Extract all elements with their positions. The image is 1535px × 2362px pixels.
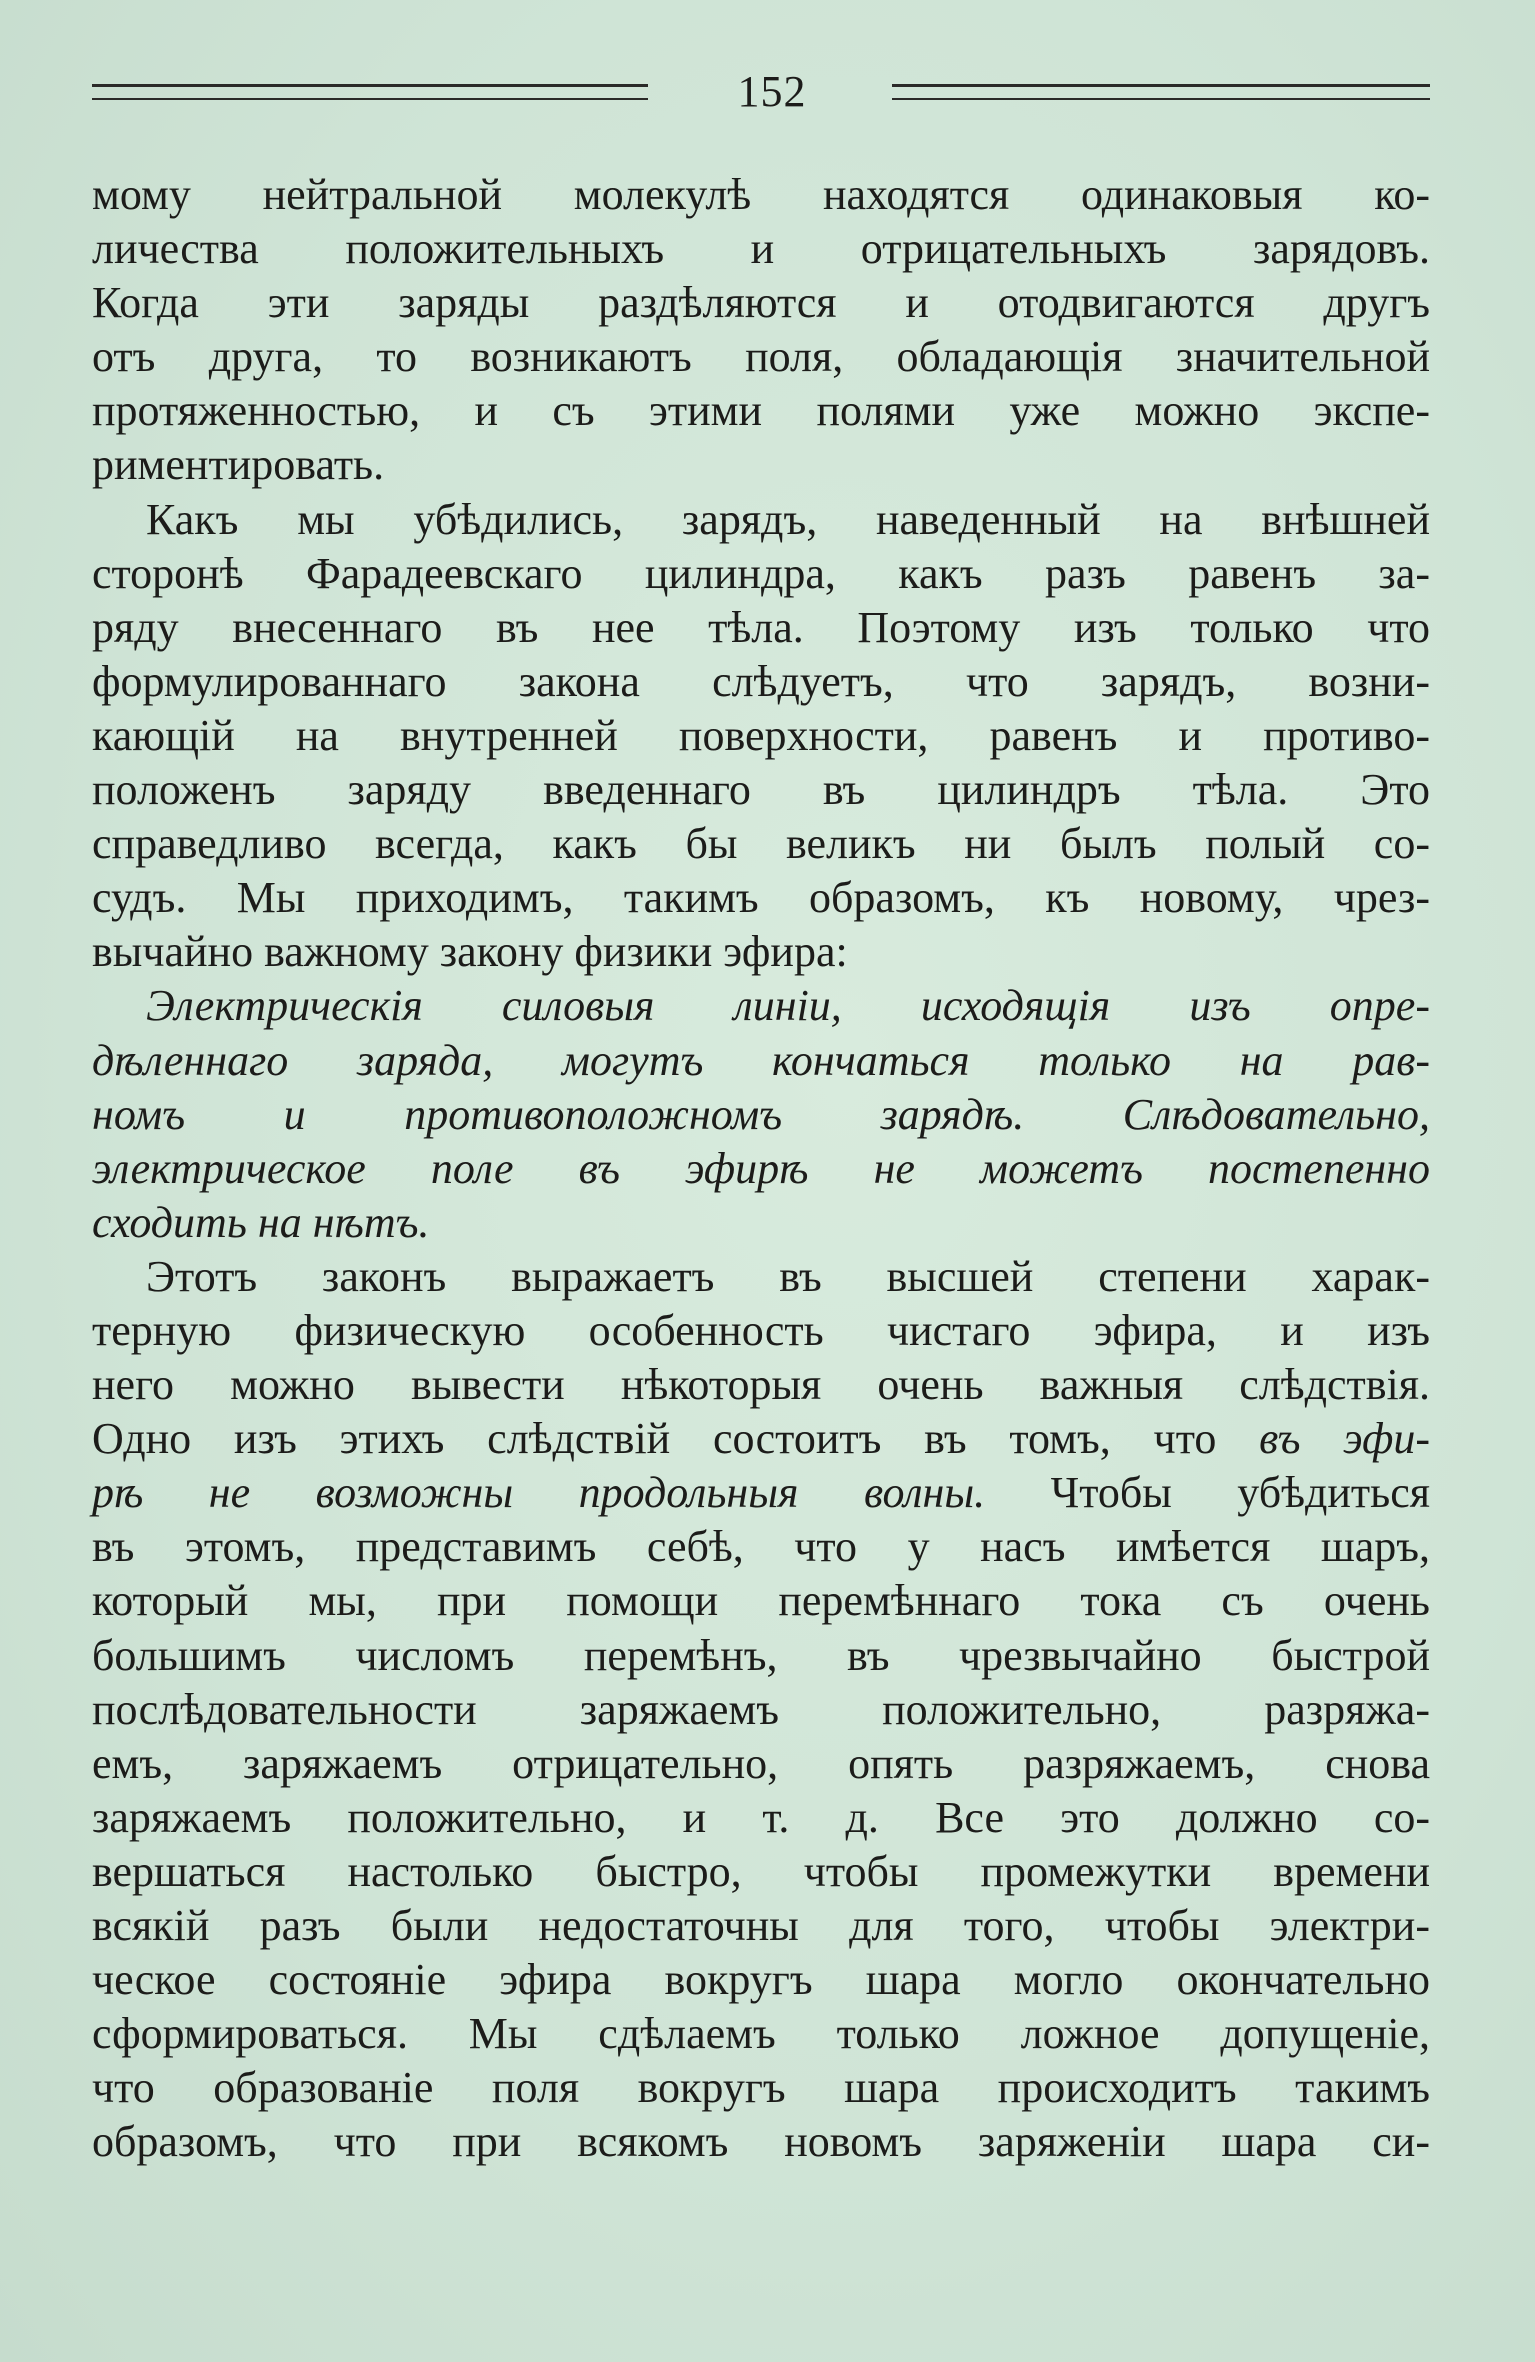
text-line	[92, 1196, 1430, 1250]
text-line	[92, 1034, 1430, 1088]
text-line-content: судъ. Мы приходимъ, такимъ образомъ, къ новому, чрез-	[92, 873, 1430, 923]
text-line	[92, 1845, 1430, 1899]
text-line	[92, 601, 1430, 655]
text-line-content: большимъ числомъ перемѣнъ, въ чрезвычайно быстрой	[92, 1630, 1430, 1680]
text-line-content: дѣленнаго заряда, могутъ кончаться только на рав-	[92, 1035, 1430, 1085]
text-line-content: Чтобы убѣдиться	[985, 1468, 1430, 1518]
text-line-content: отъ друга, то возникаютъ поля, обладающія значительной	[92, 332, 1430, 382]
text-line-content: справедливо всегда, какъ бы великъ ни былъ полый со-	[92, 819, 1430, 869]
text-line	[92, 493, 1430, 547]
text-line	[92, 763, 1430, 817]
text-line	[92, 2007, 1430, 2061]
text-line	[92, 384, 1430, 438]
text-line	[92, 1683, 1430, 1737]
text-line	[92, 1142, 1430, 1196]
text-line-content: сторонѣ Фарадеевскаго цилиндра, какъ разъ равенъ за-	[92, 548, 1430, 598]
text-line-content: послѣдовательности заряжаемъ положительно, разряжа-	[92, 1684, 1430, 1734]
header-rule-right	[892, 84, 1430, 100]
text-line	[92, 1250, 1430, 1304]
text-line	[92, 709, 1430, 763]
text-line-content: который мы, при помощи перемѣннаго тока съ очень	[92, 1576, 1430, 1626]
header-rule-left	[92, 84, 648, 100]
text-line	[92, 1520, 1430, 1574]
text-line-content: Электрическія силовыя линіи, исходящія изъ опре-	[146, 981, 1430, 1031]
text-line-content: сходить на нѣтъ.	[92, 1197, 430, 1247]
text-line	[92, 330, 1430, 384]
text-line	[92, 817, 1430, 871]
text-line	[92, 1574, 1430, 1628]
text-line	[92, 438, 1430, 492]
text-line-content: электрическое поле въ эфирѣ не можетъ постепенно	[92, 1143, 1430, 1193]
text-line-content: личества положительныхъ и отрицательныхъ зарядовъ.	[92, 224, 1430, 274]
text-line	[92, 925, 1430, 979]
text-line-content: риментировать.	[92, 440, 385, 490]
text-line-content: сформироваться. Мы сдѣлаемъ только ложное допущеніе,	[92, 2009, 1430, 2059]
text-line	[92, 1466, 1430, 1520]
text-line-content: образомъ, что при всякомъ новомъ заряженіи шара си-	[92, 2117, 1430, 2167]
text-line	[92, 871, 1430, 925]
text-line	[92, 276, 1430, 330]
text-line-content: Когда эти заряды раздѣляются и отодвигаются другъ	[92, 278, 1430, 328]
text-line-content: что образованіе поля вокругъ шара происходитъ такимъ	[92, 2063, 1430, 2113]
text-line	[92, 979, 1430, 1033]
text-line	[92, 547, 1430, 601]
text-line	[92, 222, 1430, 276]
text-line-content: емъ, заряжаемъ отрицательно, опять разряжаемъ, снова	[92, 1738, 1430, 1788]
text-line-content: мому нейтральной молекулѣ находятся одинаковыя ко-	[92, 170, 1430, 219]
text-line-content: въ этомъ, представимъ себѣ, что у насъ имѣется шаръ,	[92, 1522, 1430, 1572]
text-line-content: ряду внесеннаго въ нее тѣла. Поэтому изъ только что	[92, 602, 1430, 652]
text-line	[92, 655, 1430, 709]
text-line-content: заряжаемъ положительно, и т. д. Все это должно со-	[92, 1792, 1430, 1842]
text-line	[92, 1358, 1430, 1412]
text-line	[92, 1899, 1430, 1953]
text-line-content: вершаться настолько быстро, чтобы промежутки времени	[92, 1846, 1430, 1896]
text-line-content: терную физическую особенность чистаго эфира, и изъ	[92, 1305, 1430, 1355]
page-header	[92, 62, 1430, 122]
text-line	[92, 1412, 1430, 1466]
text-line-content: Этотъ законъ выражаетъ въ высшей степени харак-	[146, 1251, 1430, 1301]
body-text	[92, 168, 1430, 2169]
text-line-content: вычайно важному закону физики эфира:	[92, 927, 848, 977]
text-line	[92, 1304, 1430, 1358]
text-line-content: него можно вывести нѣкоторыя очень важныя слѣдствія.	[92, 1360, 1430, 1410]
text-line	[92, 1791, 1430, 1845]
text-line	[92, 1737, 1430, 1791]
text-line	[92, 2061, 1430, 2115]
text-line-content: Какъ мы убѣдились, зарядъ, наведенный на внѣшней	[146, 494, 1430, 544]
text-line	[92, 1629, 1430, 1683]
text-line-content: всякій разъ были недостаточны для того, чтобы электри-	[92, 1901, 1430, 1950]
text-line-content: протяженностью, и съ этими полями уже можно экспе-	[92, 386, 1430, 436]
text-line-content: положенъ заряду введеннаго въ цилиндръ тѣла. Это	[92, 765, 1430, 815]
text-line-content: ческое состояніе эфира вокругъ шара могло окончательно	[92, 1955, 1430, 2005]
page-number: 152	[737, 67, 807, 116]
text-line	[92, 168, 1430, 222]
text-line-content: формулированнаго закона слѣдуетъ, что зарядъ, возни-	[92, 656, 1430, 706]
text-line-italic: въ эфи-	[1259, 1414, 1430, 1464]
text-line-italic: рѣ не возможны продольныя волны.	[92, 1468, 986, 1518]
text-line	[92, 1088, 1430, 1142]
text-line-content: кающій на внутренней поверхности, равенъ и противо-	[92, 710, 1430, 760]
text-line-content: номъ и противоположномъ зарядѣ. Слѣдовательно,	[92, 1089, 1430, 1139]
text-line	[92, 1953, 1430, 2007]
text-line	[92, 2115, 1430, 2169]
text-line-content: Одно изъ этихъ слѣдствій состоитъ въ томъ, что	[92, 1414, 1260, 1464]
